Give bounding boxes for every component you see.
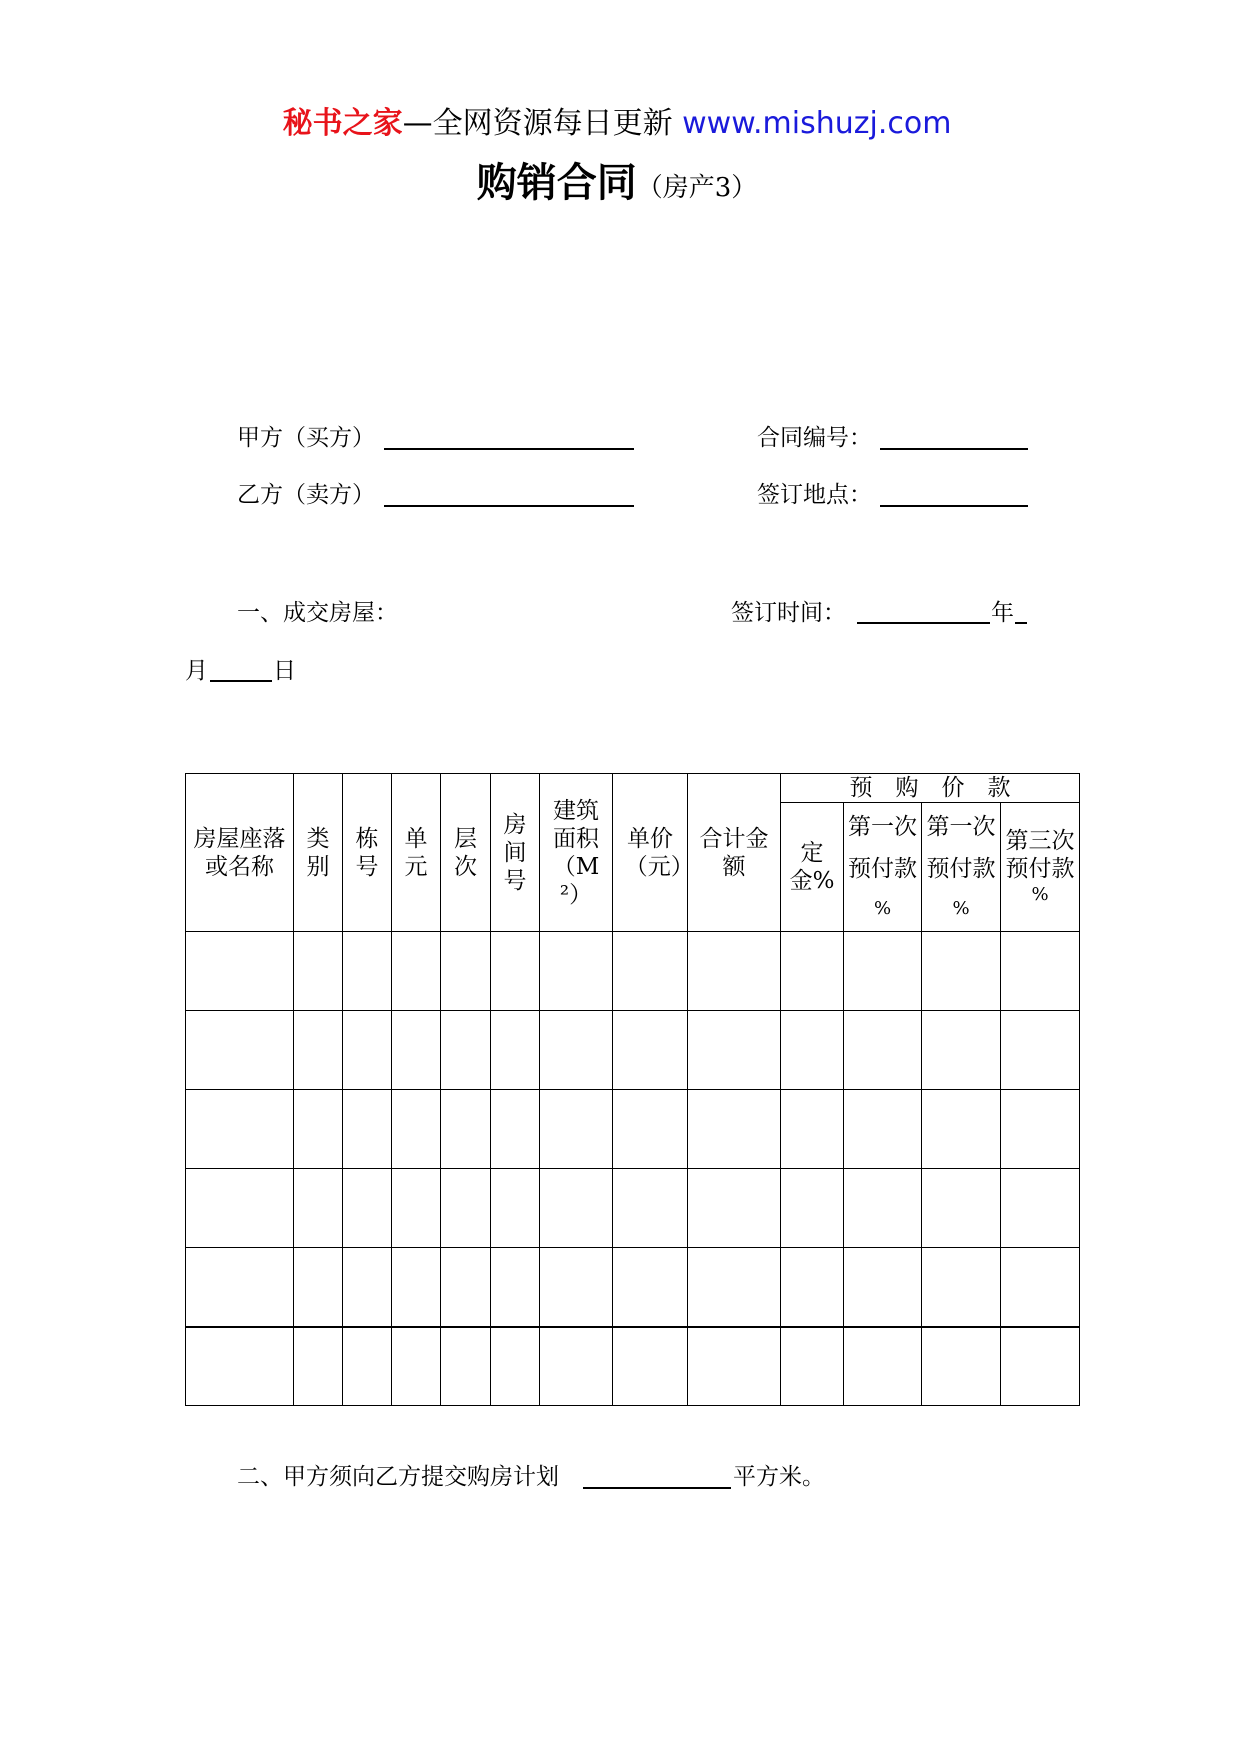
sign-place-blank[interactable]: [880, 505, 1028, 507]
header-deposit: 定金%: [781, 803, 844, 932]
title-sub: （房产3）: [636, 173, 758, 203]
table-header-row-1: [186, 774, 1080, 803]
header-room: 房间号: [491, 774, 540, 932]
contract-no-blank[interactable]: [880, 448, 1028, 450]
header-total: 合计金额: [688, 774, 781, 932]
sign-place-label: 签订地点：: [757, 482, 872, 508]
header-unit: 单元: [392, 774, 441, 932]
header-type: 类别: [294, 774, 343, 932]
header-third-prepay: 第三次 预付款 %: [1001, 803, 1080, 932]
table-row: [186, 1169, 1080, 1248]
banner-slogan: —全网资源每日更新: [402, 106, 683, 141]
table-row: [186, 932, 1080, 1011]
header-building: 栋号: [343, 774, 392, 932]
section2-text-after: 平方米。: [733, 1464, 825, 1490]
table-row: [186, 1248, 1080, 1327]
header-prepay-group: 预 购 价 款: [781, 774, 1080, 803]
sign-day-label: 日: [273, 658, 296, 684]
header-second-prepay: 第一次 预付款 %: [922, 803, 1001, 932]
property-table: [185, 773, 1080, 1406]
banner-brand: 秘书之家: [282, 106, 403, 141]
document-title: [0, 156, 1234, 218]
header-area: 建筑面积（M²）: [540, 774, 613, 932]
party-b-label: 乙方（卖方）: [237, 482, 375, 508]
sign-time-label: 签订时间：: [731, 600, 846, 626]
party-a-blank[interactable]: [384, 448, 634, 450]
table-row: [186, 1327, 1080, 1406]
purchase-plan-area-blank[interactable]: [583, 1487, 731, 1489]
title-main: 购销合同: [476, 160, 637, 206]
sign-month-blank-start[interactable]: [1015, 622, 1027, 624]
sign-year-blank[interactable]: [857, 622, 990, 624]
sign-month-label: 月: [185, 658, 208, 684]
site-banner: [0, 104, 1234, 144]
sign-year-label: 年: [991, 600, 1014, 626]
section1-heading: 一、成交房屋：: [237, 600, 398, 626]
header-floor: 层次: [441, 774, 491, 932]
party-a-label: 甲方（买方）: [237, 425, 375, 451]
header-location: 房屋座落或名称: [186, 774, 294, 932]
sign-day-blank[interactable]: [210, 680, 272, 682]
section2-text-before: 二、甲方须向乙方提交购房计划: [237, 1464, 559, 1490]
table-row: [186, 1011, 1080, 1090]
party-b-blank[interactable]: [384, 505, 634, 507]
table-row: [186, 1090, 1080, 1169]
header-unit-price: 单价（元）: [613, 774, 688, 932]
header-first-prepay: 第一次 预付款 %: [844, 803, 922, 932]
banner-url[interactable]: www.mishuzj.com: [682, 106, 952, 141]
contract-no-label: 合同编号：: [757, 425, 872, 451]
